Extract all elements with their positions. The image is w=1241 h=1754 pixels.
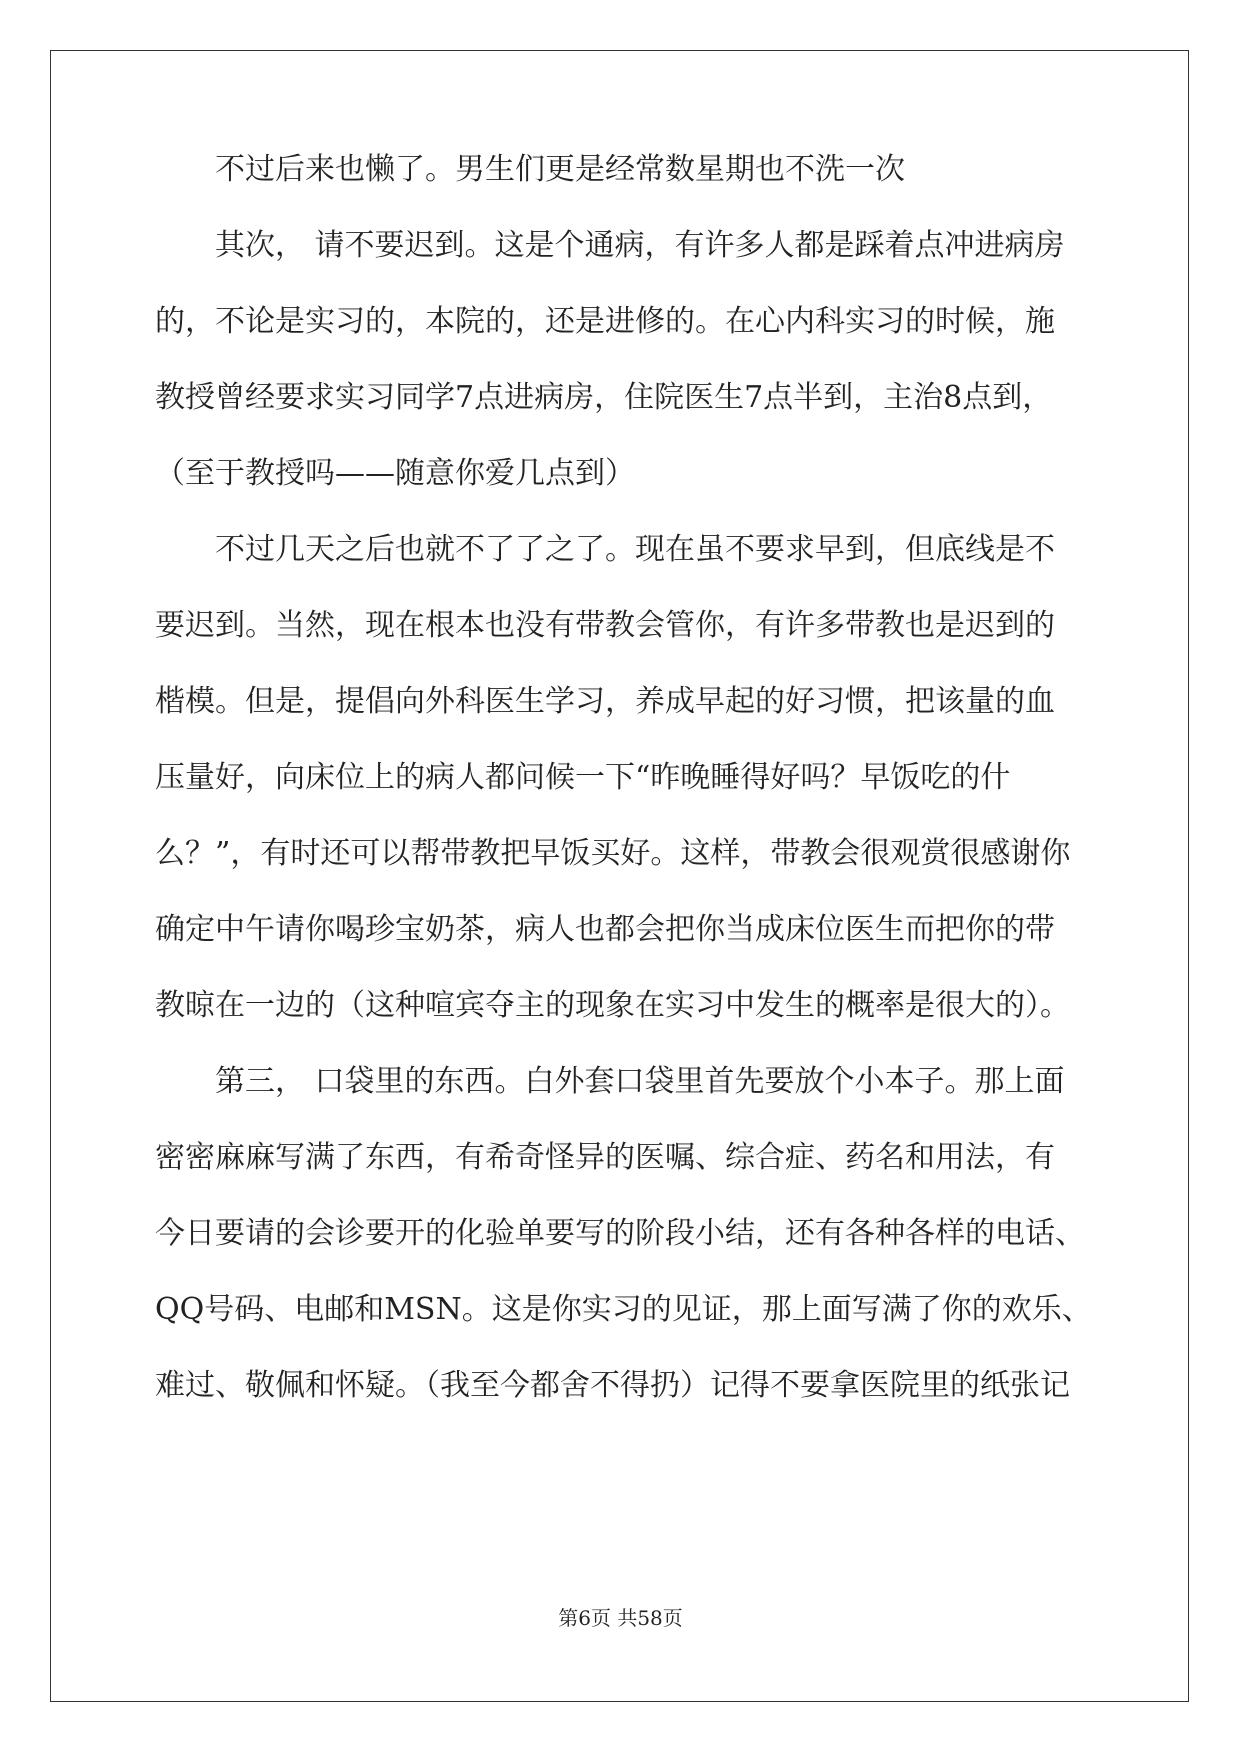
text-line: （至于教授吗——随意你爱几点到）	[155, 456, 635, 491]
text-line: 今日要请的会诊要开的化验单要写的阶段小结，还有各种各样的电话、	[155, 1216, 1085, 1251]
text-line: 么？”，有时还可以帮带教把早饭买好。这样，带教会很观赏很感谢你	[155, 836, 1071, 871]
text-line: 第三， 口袋里的东西。白外套口袋里首先要放个小本子。那上面	[215, 1064, 1065, 1099]
text-line: 确定中午请你喝珍宝奶茶，病人也都会把你当成床位医生而把你的带	[155, 912, 1055, 947]
text-line: QQ号码、电邮和MSN。这是你实习的见证，那上面写满了你的欢乐、	[155, 1292, 1092, 1327]
text-line: 教晾在一边的（这种喧宾夺主的现象在实习中发生的概率是很大的）。	[155, 988, 1070, 1023]
text-line: 其次， 请不要迟到。这是个通病，有许多人都是踩着点冲进病房	[215, 228, 1065, 263]
text-line: 楷模。但是，提倡向外科医生学习，养成早起的好习惯，把该量的血	[155, 684, 1055, 719]
text-line: 教授曾经要求实习同学7点进病房，住院医生7点半到，主治8点到，	[155, 380, 1053, 415]
text-line: 难过、敬佩和怀疑。（我至今都舍不得扔）记得不要拿医院里的纸张记	[155, 1368, 1070, 1403]
page-border	[50, 50, 1189, 1702]
text-line: 不过后来也懒了。男生们更是经常数星期也不洗一次	[215, 152, 905, 187]
text-line: 密密麻麻写满了东西，有希奇怪异的医嘱、综合症、药名和用法，有	[155, 1140, 1055, 1175]
text-line: 的，不论是实习的，本院的，还是进修的。在心内科实习的时候，施	[155, 304, 1055, 339]
text-line: 不过几天之后也就不了了之了。现在虽不要求早到，但底线是不	[215, 532, 1055, 567]
text-line: 压量好，向床位上的病人都问候一下“昨晚睡得好吗？早饭吃的什	[155, 760, 1011, 795]
text-line: 要迟到。当然，现在根本也没有带教会管你，有许多带教也是迟到的	[155, 608, 1055, 643]
page-number-footer: 第6页 共58页	[558, 1606, 683, 1630]
